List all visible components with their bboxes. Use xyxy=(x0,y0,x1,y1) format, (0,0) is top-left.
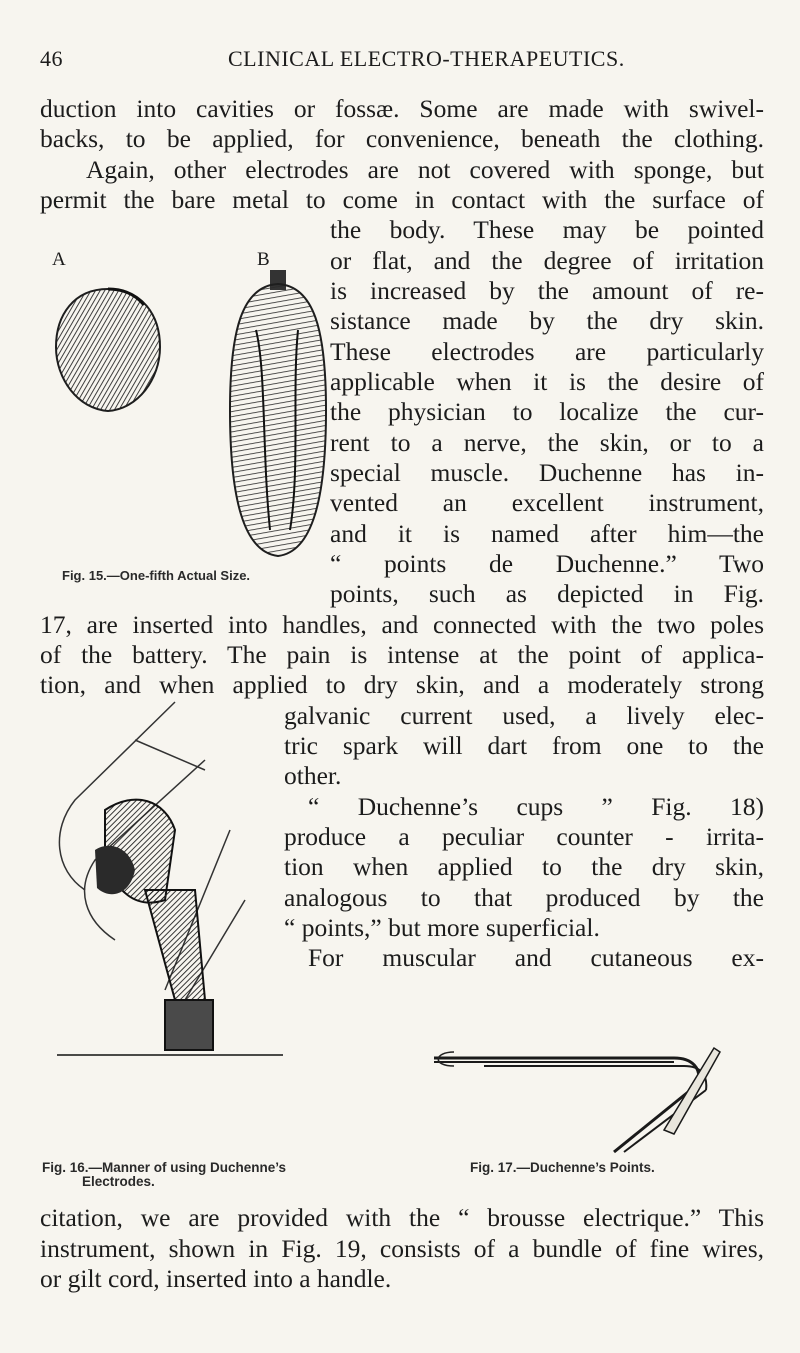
electrode-b-illustration xyxy=(226,270,330,560)
text-line: duction into cavities or fossæ. Some are made with swivel- xyxy=(40,94,764,123)
electrode-usage-illustration xyxy=(55,700,285,1060)
text-line: tric spark will dart from one to the xyxy=(284,731,764,760)
text-line: These electrodes are particularly xyxy=(330,337,764,366)
text-line: special muscle. Duchenne has in- xyxy=(330,458,764,487)
text-line: “ Duchenne’s cups ” Fig. 18) xyxy=(308,792,764,821)
text-line: For muscular and cutaneous ex- xyxy=(308,943,764,972)
figure-label-b: B xyxy=(257,249,270,270)
text-line: 17, are inserted into handles, and connected with the two poles xyxy=(40,610,764,639)
text-line: produce a peculiar counter - irrita- xyxy=(284,822,764,851)
text-line: the physician to localize the cur- xyxy=(330,397,764,426)
text-line: “ points,” but more superficial. xyxy=(284,913,600,942)
text-line: galvanic current used, a lively elec- xyxy=(284,701,764,730)
figure-17-caption: Fig. 17.—Duchenne’s Points. xyxy=(470,1160,655,1175)
text-line: or gilt cord, inserted into a handle. xyxy=(40,1264,392,1293)
text-line: is increased by the amount of re- xyxy=(330,276,764,305)
text-line: points, such as depicted in Fig. xyxy=(330,579,764,608)
text-line: “ points de Duchenne.” Two xyxy=(330,549,764,578)
text-line: citation, we are provided with the “ brousse electrique.” This xyxy=(40,1203,764,1232)
figure-15-caption: Fig. 15.—One-fifth Actual Size. xyxy=(62,568,251,583)
text-line: sistance made by the dry skin. xyxy=(330,306,764,335)
figure-16-caption-line1: Fig. 16.—Manner of using Duchenne’s xyxy=(42,1160,287,1175)
page-number: 46 xyxy=(40,46,63,71)
text-line: of the battery. The pain is intense at the point of applica- xyxy=(40,640,764,669)
running-head-title: CLINICAL ELECTRO-THERAPEUTICS. xyxy=(228,46,625,71)
text-line: rent to a nerve, the skin, or to a xyxy=(330,428,764,457)
text-line: the body. These may be pointed xyxy=(330,215,764,244)
text-line: vented an excellent instrument, xyxy=(330,488,764,517)
figure-label-a: A xyxy=(52,249,66,270)
text-line: instrument, shown in Fig. 19, consists of a bundle of fine wires, xyxy=(40,1234,764,1263)
text-line: or flat, and the degree of irritation xyxy=(330,246,764,275)
text-line: tion when applied to the dry skin, xyxy=(284,852,764,881)
running-header xyxy=(40,46,760,76)
text-line: other. xyxy=(284,761,342,790)
text-line: applicable when it is the desire of xyxy=(330,367,764,396)
text-line: and it is named after him—the xyxy=(330,519,764,548)
electrode-a-illustration xyxy=(52,285,164,415)
figure-16-caption-line2: Electrodes. xyxy=(82,1174,155,1189)
text-line: tion, and when applied to dry skin, and a moderately strong xyxy=(40,670,764,699)
text-line: Again, other electrodes are not covered with sponge, but xyxy=(86,155,764,184)
text-line: analogous to that produced by the xyxy=(284,883,764,912)
duchenne-points-illustration xyxy=(424,1040,724,1155)
text-line: permit the bare metal to come in contact with the surface of xyxy=(40,185,764,214)
text-line: backs, to be applied, for convenience, beneath the clothing. xyxy=(40,124,764,153)
